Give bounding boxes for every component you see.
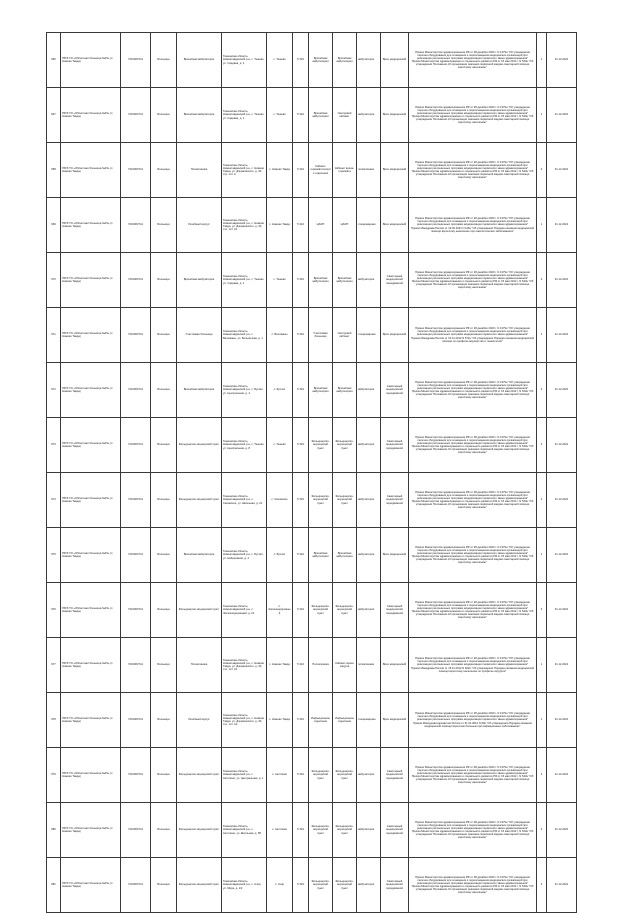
unit-kind-cell: Фельдшерско-акушерский пункт	[309, 803, 333, 858]
address-cell: Тюменская область, Нижнетавдинский р-н, с. Нижняя Тавда, ул. Дзержинского, д. 30, стр. лит. А2	[222, 693, 267, 748]
division-cell: Врачебная амбулатория	[177, 33, 222, 88]
settlement-cell: с. Тюнево	[267, 418, 293, 473]
inn-code-cell: 7216000741	[121, 143, 151, 198]
unit-post-cell: Фельдшерско-акушерский пункт	[333, 418, 357, 473]
legal-reference: Приказ Министерства здравоохранения и социального развития РФ от 15 мая 2012 г. N 543н "Об утверждении Положения об организации оказания первичной медико-санитарной помощи взрослому населению"	[411, 390, 534, 400]
inn-code-cell: 7216000741	[121, 528, 151, 583]
legal-reference: Приказ Министерства здравоохранения РФ от 28 декабря 2020 г. N 1379н "Об утверждении перечня оборудования для оснащения и переоснащения медицинских организаций при реализации региональных программ модернизации первичного звена здравоохранения"	[415, 270, 530, 280]
care-type-cell: амбулатория	[357, 803, 381, 858]
address-cell: Тюменская область, Нижнетавдинский р-н, с. Антипино, ул. Школьная, д. 58	[222, 803, 267, 858]
inn-code-cell: 7216000741	[121, 88, 151, 143]
table-row	[47, 473, 577, 528]
facility-type-cell: Больница	[151, 198, 177, 253]
settlement-cell: с. Нижняя Тавда	[267, 198, 293, 253]
due-date-cell: 31.12.2021	[547, 858, 577, 913]
inn-code-cell: 7216000741	[121, 33, 151, 88]
facility-type-cell: Больница	[151, 858, 177, 913]
care-type-cell: поликлиника	[357, 638, 381, 693]
legal-basis-cell	[409, 363, 537, 418]
care-type-cell: амбулатория	[357, 253, 381, 308]
inn-code-cell: 7216000741	[121, 583, 151, 638]
organization-cell: ГБУЗ ТО «Областная больница №15» (с. Нижняя Тавда)	[61, 748, 121, 803]
organization-cell: ГБУЗ ТО «Областная больница №15» (с. Нижняя Тавда)	[61, 528, 121, 583]
population-cell: 5 324	[293, 583, 309, 638]
legal-reference: Приказ Министерства здравоохранения РФ от 28 декабря 2020 г. N 1379н "Об утверждении перечня оборудования для оснащения и переоснащения медицинских организаций при реализации региональных программ модернизации первичного звена здравоохранения"	[415, 105, 530, 115]
legal-basis-cell	[409, 638, 537, 693]
unit-post-cell: Фельдшерско-акушерский пункт	[333, 858, 357, 913]
specialist-cell: Санитарный медицинский передвижной	[381, 418, 409, 473]
unit-post-cell: Врачебная амбулатория	[333, 528, 357, 583]
facility-type-cell: Больница	[151, 418, 177, 473]
unit-kind-cell: Инфекционное отделение	[309, 693, 333, 748]
quantity-cell: 2	[537, 473, 547, 528]
address-cell: Тюменская область, Нижнетавдинский р-н, с. Железнодорожный, д. 21	[222, 583, 267, 638]
facility-type-cell: Больница	[151, 748, 177, 803]
row-number-cell: 967	[47, 88, 61, 143]
legal-basis-cell	[409, 528, 537, 583]
due-date-cell: 31.12.2021	[547, 803, 577, 858]
organization-cell: ГБУЗ ТО «Областная больница №15» (с. Нижняя Тавда)	[61, 308, 121, 363]
table-row	[47, 693, 577, 748]
legal-basis-cell	[409, 88, 537, 143]
due-date-cell: 31.12.2021	[547, 88, 577, 143]
row-number-cell: 978	[47, 693, 61, 748]
division-cell: Врачебная амбулатория	[177, 253, 222, 308]
unit-kind-cell: Врачебная амбулатория	[309, 363, 333, 418]
legal-basis-cell	[409, 803, 537, 858]
legal-basis-cell	[409, 748, 537, 803]
care-type-cell: амбулатория	[357, 418, 381, 473]
legal-reference: Приказ Министерства здравоохранения и социального развития РФ от 15 мая 2012 г. N 543н "Об утверждении Положения об организации оказания первичной медико-санитарной помощи взрослому населению"	[411, 280, 534, 290]
unit-post-cell: ЦАОП	[333, 198, 357, 253]
quantity-cell: 2	[537, 418, 547, 473]
organization-cell: ГБУЗ ТО «Областная больница №15» (с. Нижняя Тавда)	[61, 253, 121, 308]
inn-code-cell: 7216000741	[121, 858, 151, 913]
settlement-cell: с. Тюнево	[267, 33, 293, 88]
population-cell: 5 324	[293, 253, 309, 308]
legal-reference: Приказ Министерства здравоохранения и социального развития РФ от 15 мая 2012 г. N 543н "Об утверждении Положения об организации оказания первичной медико-санитарной помощи взрослому населению"	[411, 885, 534, 895]
division-cell: Врачебная амбулатория	[177, 363, 222, 418]
inn-code-cell: 7216000741	[121, 748, 151, 803]
legal-reference: Приказ Министерства здравоохранения и социального развития РФ от 15 мая 2012 г. N 543н "Об утверждении Положения об организации оказания первичной медико-санитарной помощи взрослому населению"	[411, 555, 534, 565]
care-type-cell: амбулатория	[357, 33, 381, 88]
organization-cell: ГБУЗ ТО «Областная больница №15» (с. Нижняя Тавда)	[61, 418, 121, 473]
legal-reference: Приказ Министерства здравоохранения РФ от 28 декабря 2020 г. N 1379н "Об утверждении перечня оборудования для оснащения и переоснащения медицинских организаций при реализации региональных программ модернизации первичного звена здравоохранения"	[415, 820, 530, 830]
unit-post-cell: Смотровой кабинет	[333, 308, 357, 363]
legal-reference: Приказ Министерства здравоохранения РФ от 28 декабря 2020 г. N 1379н "Об утверждении перечня оборудования для оснащения и переоснащения медицинских организаций при реализации региональных программ модернизации первичного звена здравоохранения"	[415, 600, 530, 610]
division-cell: Лечебный корпус	[177, 693, 222, 748]
due-date-cell: 31.12.2021	[547, 583, 577, 638]
legal-reference: Приказ Министерства здравоохранения РФ от 28 декабря 2020 г. N 1379н "Об утверждении перечня оборудования для оснащения и переоснащения медицинских организаций при реализации региональных программ модернизации первичного звена здравоохранения"	[415, 545, 530, 555]
inn-code-cell: 7216000741	[121, 253, 151, 308]
legal-basis-cell	[409, 308, 537, 363]
due-date-cell: 31.12.2021	[547, 528, 577, 583]
inn-code-cell: 7216000741	[121, 308, 151, 363]
legal-reference: Приказ Министерства здравоохранения РФ от 28 декабря 2020 г. N 1379н "Об утверждении перечня оборудования для оснащения и переоснащения медицинских организаций при реализации региональных программ модернизации первичного звена здравоохранения"	[415, 765, 530, 775]
settlement-cell: с. Сеновское	[267, 473, 293, 528]
row-number-cell: 973	[47, 418, 61, 473]
population-cell: 5 324	[293, 363, 309, 418]
due-date-cell: 31.12.2021	[547, 473, 577, 528]
unit-post-cell: Фельдшерско-акушерский пункт	[333, 803, 357, 858]
division-cell: Фельдшерско-акушерский пункт	[177, 748, 222, 803]
unit-kind-cell: Врачебная амбулатория	[309, 528, 333, 583]
facility-type-cell: Больница	[151, 33, 177, 88]
unit-kind-cell: Врачебная амбулатория	[309, 88, 333, 143]
quantity-cell: 2	[537, 253, 547, 308]
table-row	[47, 638, 577, 693]
legal-reference: Приказ Министерства здравоохранения и социального развития РФ от 15 мая 2012 г. N 543н "Об утверждении Положения об организации оказания первичной медико-санитарной помощи взрослому населению"	[411, 170, 534, 180]
division-cell: Фельдшерско-акушерский пункт	[177, 418, 222, 473]
population-cell: 5 324	[293, 803, 309, 858]
row-number-cell: 974	[47, 473, 61, 528]
division-cell: Фельдшерско-акушерский пункт	[177, 803, 222, 858]
care-type-cell: амбулатория	[357, 88, 381, 143]
row-number-cell: 966	[47, 33, 61, 88]
legal-basis-cell	[409, 198, 537, 253]
inn-code-cell: 7216000741	[121, 693, 151, 748]
unit-kind-cell: ЦАОП	[309, 198, 333, 253]
unit-post-cell: Фельдшерско-акушерский пункт	[333, 583, 357, 638]
specialist-cell: Санитарный медицинский передвижной	[381, 473, 409, 528]
specialist-cell: Врач медицинский	[381, 693, 409, 748]
population-cell: 5 324	[293, 143, 309, 198]
division-cell: Фельдшерско-акушерский пункт	[177, 858, 222, 913]
table-row	[47, 198, 577, 253]
quantity-cell: 2	[537, 748, 547, 803]
quantity-cell: 1	[537, 88, 547, 143]
legal-reference: Приказ Министерства здравоохранения и социального развития РФ от 15 мая 2012 г. N 543н "Об утверждении Положения об организации оказания первичной медико-санитарной помощи взрослому населению"	[411, 60, 534, 70]
due-date-cell: 31.12.2021	[547, 693, 577, 748]
table-row	[47, 253, 577, 308]
due-date-cell: 31.12.2021	[547, 308, 577, 363]
inn-code-cell: 7216000741	[121, 363, 151, 418]
address-cell: Тюменская область, Нижнетавдинский р-н, с. Велижаны, ул. Больничная, д. 1	[222, 308, 267, 363]
organization-cell: ГБУЗ ТО «Областная больница №15» (с. Нижняя Тавда)	[61, 88, 121, 143]
care-type-cell: амбулатория	[357, 363, 381, 418]
row-number-cell: 971	[47, 308, 61, 363]
legal-reference: Приказ Минздравсоцразвития России от 31.01.2012 N 69н "Об утверждении Порядка оказания медицинской помощи взрослым больным при инфекционных заболеваниях"	[413, 721, 532, 728]
row-number-cell: 981	[47, 858, 61, 913]
legal-reference: Приказ Министерства здравоохранения РФ от 28 декабря 2020 г. N 1379н "Об утверждении перечня оборудования для оснащения и переоснащения медицинских организаций при реализации региональных программ модернизации первичного звена здравоохранения"	[415, 435, 530, 445]
table-row	[47, 858, 577, 913]
settlement-cell: с. Ачир	[267, 858, 293, 913]
table-row	[47, 528, 577, 583]
facility-type-cell: Больница	[151, 88, 177, 143]
legal-reference: Приказ Министерства здравоохранения РФ от 28 декабря 2020 г. N 1379н "Об утверждении перечня оборудования для оснащения и переоснащения медицинских организаций при реализации региональных программ модернизации первичного звена здравоохранения"	[415, 712, 530, 722]
legal-reference: Приказ Минздрава России от 19.02.2021 N 116н "Об утверждении Порядка оказания медицинской помощи взрослому населению при онкологических заболеваниях"	[411, 226, 534, 233]
legal-reference: Приказ Министерства здравоохранения и социального развития РФ от 15 мая 2012 г. N 543н "Об утверждении Положения об организации оказания первичной медико-санитарной помощи взрослому населению"	[411, 610, 534, 620]
inn-code-cell: 7216000741	[121, 198, 151, 253]
population-cell: 5 324	[293, 198, 309, 253]
legal-reference: Приказ Министерства здравоохранения РФ от 28 декабря 2020 г. N 1379н "Об утверждении перечня оборудования для оснащения и переоснащения медицинских организаций при реализации региональных программ модернизации первичного звена здравоохранения"	[415, 217, 530, 227]
table-row	[47, 748, 577, 803]
settlement-cell: с. Нижняя Тавда	[267, 638, 293, 693]
table-row	[47, 418, 577, 473]
quantity-cell: 2	[537, 803, 547, 858]
row-number-cell: 977	[47, 638, 61, 693]
unit-kind-cell: Поликлиника	[309, 638, 333, 693]
legal-reference: Приказ Министерства здравоохранения и социального развития РФ от 15 мая 2012 г. N 543н "Об утверждении Положения об организации оказания первичной медико-санитарной помощи взрослому населению"	[411, 500, 534, 510]
division-cell: Поликлиника	[177, 143, 222, 198]
organization-cell: ГБУЗ ТО «Областная больница №15» (с. Нижняя Тавда)	[61, 473, 121, 528]
organization-cell: ГБУЗ ТО «Областная больница №15» (с. Нижняя Тавда)	[61, 803, 121, 858]
facility-type-cell: Больница	[151, 143, 177, 198]
address-cell: Тюменская область, Нижнетавдинский р-н, с. Ачир, ул. Мира, д. 1/2	[222, 858, 267, 913]
unit-post-cell: Фельдшерско-акушерский пункт	[333, 473, 357, 528]
quantity-cell: 3	[537, 858, 547, 913]
specialist-cell: Санитарный медицинский передвижной	[381, 253, 409, 308]
address-cell: Тюменская область, Нижнетавдинский р-н, с. Тюнево, ул. Центральная, д. 8	[222, 418, 267, 473]
care-type-cell: поликлиника	[357, 143, 381, 198]
inn-code-cell: 7216000741	[121, 473, 151, 528]
due-date-cell: 31.12.2021	[547, 143, 577, 198]
settlement-cell: с. Антипино	[267, 803, 293, 858]
specialist-cell: Санитарный медицинский передвижной	[381, 583, 409, 638]
unit-kind-cell: Фельдшерско-акушерский пункт	[309, 473, 333, 528]
organization-cell: ГБУЗ ТО «Областная больница №15» (с. Нижняя Тавда)	[61, 858, 121, 913]
legal-reference: Приказ Минздрава России от 01.11.2012 N 572н "Об утверждении Порядка оказания медицинской помощи по профилю акушерство и гинекология"	[411, 336, 534, 343]
settlement-cell: с. Бухтал	[267, 528, 293, 583]
settlement-cell: п. Железнодорожный	[267, 583, 293, 638]
row-number-cell: 969	[47, 198, 61, 253]
legal-basis-cell	[409, 418, 537, 473]
unit-kind-cell: Фельдшерско-акушерский пункт	[309, 858, 333, 913]
address-cell: Тюменская область, Нижнетавдинский р-н, с. Бухтал, ул. Центральная, д. 4	[222, 363, 267, 418]
facility-type-cell: Больница	[151, 583, 177, 638]
population-cell: 5 324	[293, 748, 309, 803]
due-date-cell: 31.12.2021	[547, 33, 577, 88]
population-cell: 5 324	[293, 308, 309, 363]
due-date-cell: 31.12.2021	[547, 198, 577, 253]
due-date-cell: 31.12.2021	[547, 748, 577, 803]
quantity-cell: 1	[537, 198, 547, 253]
inn-code-cell: 7216000741	[121, 638, 151, 693]
legal-basis-cell	[409, 253, 537, 308]
facility-type-cell: Больница	[151, 253, 177, 308]
legal-reference: Приказ Министерства здравоохранения РФ от 28 декабря 2020 г. N 1379н "Об утверждении перечня оборудования для оснащения и переоснащения медицинских организаций при реализации региональных программ модернизации первичного звена здравоохранения"	[415, 160, 530, 170]
legal-reference: Приказ Министерства здравоохранения и социального развития РФ от 15 мая 2012 г. N 543н "Об утверждении Положения об организации оказания первичной медико-санитарной помощи взрослому населению"	[411, 115, 534, 125]
specialist-cell: Врач медицинский	[381, 33, 409, 88]
care-type-cell: стационарная	[357, 308, 381, 363]
care-type-cell: амбулатория	[357, 473, 381, 528]
organization-cell: ГБУЗ ТО «Областная больница №15» (с. Нижняя Тавда)	[61, 198, 121, 253]
quantity-cell: 1	[537, 528, 547, 583]
row-number-cell: 968	[47, 143, 61, 198]
quantity-cell: 2	[537, 363, 547, 418]
population-cell: 5 324	[293, 638, 309, 693]
address-cell: Тюменская область, Нижнетавдинский р-н, с. Антипино, ул. Центральная, д. 1	[222, 748, 267, 803]
unit-post-cell: Врачебная амбулатория	[333, 33, 357, 88]
organization-cell: ГБУЗ ТО «Областная больница №15» (с. Нижняя Тавда)	[61, 363, 121, 418]
unit-kind-cell: Врачебная амбулатория	[309, 33, 333, 88]
row-number-cell: 979	[47, 748, 61, 803]
document-page	[46, 32, 576, 913]
legal-basis-cell	[409, 583, 537, 638]
legal-basis-cell	[409, 473, 537, 528]
settlement-cell: с. Антипино	[267, 748, 293, 803]
organization-cell: ГБУЗ ТО «Областная больница №15» (с. Нижняя Тавда)	[61, 638, 121, 693]
specialist-cell: Врач медицинский	[381, 308, 409, 363]
facility-type-cell: Больница	[151, 528, 177, 583]
settlement-cell: с. Тюнево	[267, 88, 293, 143]
division-cell: Поликлиника	[177, 638, 222, 693]
legal-reference: Приказ Министерства здравоохранения и социального развития РФ от 15 мая 2012 г. N 543н "Об утверждении Положения об организации оказания первичной медико-санитарной помощи взрослому населению"	[411, 830, 534, 840]
row-number-cell: 972	[47, 363, 61, 418]
division-cell: Фельдшерско-акушерский пункт	[177, 473, 222, 528]
care-type-cell: амбулатория	[357, 528, 381, 583]
legal-reference: Приказ Министерства здравоохранения и социального развития РФ от 15 мая 2012 г. N 543н "Об утверждении Положения об организации оказания первичной медико-санитарной помощи взрослому населению"	[411, 775, 534, 785]
specialist-cell: Санитарный медицинский передвижной	[381, 858, 409, 913]
legal-basis-cell	[409, 858, 537, 913]
care-type-cell: стационарная	[357, 198, 381, 253]
unit-kind-cell: Фельдшерско-акушерский пункт	[309, 583, 333, 638]
settlement-cell: с. Нижняя Тавда	[267, 693, 293, 748]
table-row	[47, 33, 577, 88]
legal-reference: Приказ Министерства здравоохранения РФ от 28 декабря 2020 г. N 1379н "Об утверждении перечня оборудования для оснащения и переоснащения медицинских организаций при реализации региональных программ модернизации первичного звена здравоохранения"	[415, 380, 530, 390]
population-cell: 5 324	[293, 528, 309, 583]
unit-post-cell: Врачебная амбулатория	[333, 363, 357, 418]
unit-post-cell: Фельдшерско-акушерский пункт	[333, 748, 357, 803]
care-type-cell: стационарная	[357, 693, 381, 748]
settlement-cell: с. Тюнево	[267, 253, 293, 308]
table-row	[47, 143, 577, 198]
address-cell: Тюменская область, Нижнетавдинский р-н, с. Тюнево, ул. Садовая, д. 1	[222, 253, 267, 308]
due-date-cell: 31.12.2021	[547, 253, 577, 308]
registry-rows	[47, 33, 577, 913]
quantity-cell: 1	[537, 693, 547, 748]
facility-type-cell: Больница	[151, 308, 177, 363]
legal-reference: Приказ Министерства здравоохранения РФ от 28 декабря 2020 г. N 1379н "Об утверждении перечня оборудования для оснащения и переоснащения медицинских организаций при реализации региональных программ модернизации первичного звена здравоохранения"	[415, 490, 530, 500]
quantity-cell: 1	[537, 638, 547, 693]
unit-post-cell: Врачебная амбулатория	[333, 253, 357, 308]
legal-basis-cell	[409, 143, 537, 198]
population-cell: 5 324	[293, 473, 309, 528]
row-number-cell: 970	[47, 253, 61, 308]
specialist-cell: Врач медицинский	[381, 143, 409, 198]
organization-cell: ГБУЗ ТО «Областная больница №15» (с. Нижняя Тавда)	[61, 693, 121, 748]
unit-kind-cell: Врачебная амбулатория	[309, 253, 333, 308]
table-row	[47, 583, 577, 638]
table-row	[47, 363, 577, 418]
legal-reference: Приказ Министерства здравоохранения РФ от 28 декабря 2020 г. N 1379н "Об утверждении перечня оборудования для оснащения и переоснащения медицинских организаций при реализации региональных программ модернизации первичного звена здравоохранения"	[415, 875, 530, 885]
population-cell: 5 324	[293, 88, 309, 143]
quantity-cell: 3	[537, 583, 547, 638]
care-type-cell: амбулатория	[357, 583, 381, 638]
facility-type-cell: Больница	[151, 638, 177, 693]
table-row	[47, 308, 577, 363]
unit-kind-cell: Фельдшерско-акушерский пункт	[309, 418, 333, 473]
population-cell: 5 324	[293, 858, 309, 913]
unit-post-cell: Кабинет врача-терапевта	[333, 143, 357, 198]
due-date-cell: 31.12.2021	[547, 363, 577, 418]
inn-code-cell: 7216000741	[121, 803, 151, 858]
unit-kind-cell: Кабинет терапевтического отделения	[309, 143, 333, 198]
legal-basis-cell	[409, 33, 537, 88]
facility-type-cell: Больница	[151, 473, 177, 528]
address-cell: Тюменская область, Нижнетавдинский р-н, с. Сеновское, ул. Школьная, д. 21	[222, 473, 267, 528]
settlement-cell: с. Велижаны	[267, 308, 293, 363]
organization-cell: ГБУЗ ТО «Областная больница №15» (с. Нижняя Тавда)	[61, 583, 121, 638]
settlement-cell: с. Нижняя Тавда	[267, 143, 293, 198]
division-cell: Фельдшерско-акушерский пункт	[177, 583, 222, 638]
division-cell: Лечебный корпус	[177, 198, 222, 253]
address-cell: Тюменская область, Нижнетавдинский р-н, с. Тюнево, ул. Садовая, д. 1	[222, 88, 267, 143]
address-cell: Тюменская область, Нижнетавдинский р-н, с. Нижняя Тавда, ул. Дзержинского, д. 30, стр. лит. А1	[222, 638, 267, 693]
quantity-cell: 2	[537, 143, 547, 198]
legal-reference: Приказ Министерства здравоохранения РФ от 28 декабря 2020 г. N 1379н "Об утверждении перечня оборудования для оснащения и переоснащения медицинских организаций при реализации региональных программ модернизации первичного звена здравоохранения"	[415, 50, 530, 60]
specialist-cell: Санитарный медицинский передвижной	[381, 803, 409, 858]
specialist-cell: Санитарный медицинский передвижной	[381, 748, 409, 803]
organization-cell: ГБУЗ ТО «Областная больница №15» (с. Нижняя Тавда)	[61, 143, 121, 198]
quantity-cell: 1	[537, 33, 547, 88]
legal-reference: Приказ Министерства здравоохранения РФ от 28 декабря 2020 г. N 1379н "Об утверждении перечня оборудования для оснащения и переоснащения медицинских организаций при реализации региональных программ модернизации первичного звена здравоохранения"	[415, 657, 530, 667]
settlement-cell: с. Бухтал	[267, 363, 293, 418]
table-row	[47, 88, 577, 143]
unit-kind-cell: Участковая больница	[309, 308, 333, 363]
legal-reference: Приказ Минздрава России от 15.11.2012 N 922н "Об утверждении Порядка оказания медицинской помощи взрослому населению по профилю хирургия"	[411, 666, 534, 673]
unit-post-cell: Кабинет врача хирурга	[333, 638, 357, 693]
legal-basis-cell	[409, 693, 537, 748]
unit-kind-cell: Фельдшерско-акушерский пункт	[309, 748, 333, 803]
population-cell: 5 324	[293, 693, 309, 748]
due-date-cell: 31.12.2021	[547, 418, 577, 473]
specialist-cell: Санитарный медицинский передвижной	[381, 363, 409, 418]
address-cell: Тюменская область, Нижнетавдинский р-н, с. Бухтал, ул. Набережная, д. 4	[222, 528, 267, 583]
specialist-cell: Врач медицинский	[381, 88, 409, 143]
address-cell: Тюменская область, Нижнетавдинский р-н, с. Нижняя Тавда, ул. Дзержинского, д. 30, стр. лит. А1	[222, 198, 267, 253]
unit-post-cell: Смотровой кабинет	[333, 88, 357, 143]
organization-cell: ГБУЗ ТО «Областная больница №15» (с. Нижняя Тавда)	[61, 33, 121, 88]
care-type-cell: амбулатория	[357, 858, 381, 913]
facility-type-cell: Больница	[151, 693, 177, 748]
address-cell: Тюменская область, Нижнетавдинский р-н, с. Тюнево, ул. Садовая, д. 1	[222, 33, 267, 88]
inn-code-cell: 7216000741	[121, 418, 151, 473]
legal-reference: Приказ Министерства здравоохранения РФ от 28 декабря 2020 г. N 1379н "Об утверждении перечня оборудования для оснащения и переоснащения медицинских организаций при реализации региональных программ модернизации первичного звена здравоохранения"	[415, 327, 530, 337]
facility-type-cell: Больница	[151, 803, 177, 858]
quantity-cell: 1	[537, 308, 547, 363]
registry-table	[46, 32, 577, 913]
specialist-cell: Врач медицинский	[381, 638, 409, 693]
unit-post-cell: Инфекционное отделение	[333, 693, 357, 748]
population-cell: 5 324	[293, 418, 309, 473]
specialist-cell: Врач медицинский	[381, 198, 409, 253]
due-date-cell: 31.12.2021	[547, 638, 577, 693]
division-cell: Участковая больница	[177, 308, 222, 363]
division-cell: Врачебная амбулатория	[177, 88, 222, 143]
row-number-cell: 975	[47, 528, 61, 583]
specialist-cell: Врач медицинский	[381, 528, 409, 583]
care-type-cell: амбулатория	[357, 748, 381, 803]
population-cell: 5 324	[293, 33, 309, 88]
division-cell: Врачебная амбулатория	[177, 528, 222, 583]
row-number-cell: 976	[47, 583, 61, 638]
table-row	[47, 803, 577, 858]
row-number-cell: 980	[47, 803, 61, 858]
address-cell: Тюменская область, Нижнетавдинский р-н, с. Нижняя Тавда, ул. Дзержинского, д. 30, стр. лит. А	[222, 143, 267, 198]
facility-type-cell: Больница	[151, 363, 177, 418]
legal-reference: Приказ Министерства здравоохранения и социального развития РФ от 15 мая 2012 г. N 543н "Об утверждении Положения об организации оказания первичной медико-санитарной помощи взрослому населению"	[411, 445, 534, 455]
